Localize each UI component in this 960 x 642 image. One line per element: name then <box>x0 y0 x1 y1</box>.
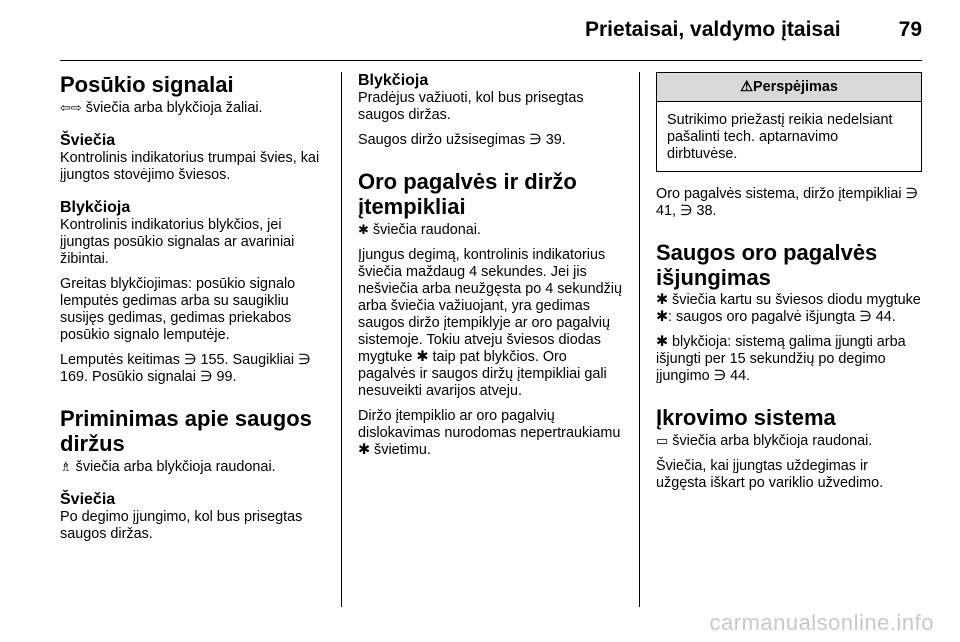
heading-blinks-2: Blykčioja <box>358 72 429 89</box>
battery-icon: ▭ <box>656 433 669 448</box>
column-divider-1 <box>341 72 342 607</box>
column-1 <box>60 72 330 543</box>
blink2-text: Pradėjus važiuoti, kol bus prisegtas saugos diržas. <box>358 90 584 123</box>
charging-text: šviečia arba blykčioja raudonai. <box>668 433 873 449</box>
lit-text: Kontrolinis indikatorius trumpai švies, kai įjungtos stovėjimo šviesos. <box>60 150 320 183</box>
heading-turn-signals: Posūkio signalai <box>60 72 234 97</box>
airbag-paragraph-2: Diržo įtempiklio ar oro pagalvių dislokavimas nurodomas nepertraukiamu ✱ švietimu. <box>358 408 621 458</box>
page-number: 79 <box>898 18 922 41</box>
heading-airbag-deactivation: Saugos oro pagalvės išjungimas <box>656 240 878 290</box>
airbag-paragraph-1: Įjungus degimą, kontrolinis indikatorius šviečia maždaug 4 sekundes. Jei jis nešviečia arba neužgęsta po 4 sekundžių arba šviečia važiuojant, yra gedimas saugos diržo įtempiklyje ar oro pagalvių sistemoje. Tokiu atveju šviesos diodas mygtuke ✱ taip pat blykčios. Oro pagalvės ir saugos diržų įtempikliai gali nesuveikti avarijos atveju. <box>358 247 623 399</box>
page-header <box>585 18 922 50</box>
column-divider-2 <box>639 72 640 607</box>
header-rule <box>60 60 922 61</box>
header-title: Prietaisai, valdymo įtaisai <box>585 18 841 41</box>
deactivation-text-1: ✱ šviečia kartu su šviesos diodu mygtuke ✱: saugos oro pagalvė išjungta ∋ 44. <box>656 292 921 325</box>
turn-signal-icon: ⇦⇨ <box>60 100 82 115</box>
warning-text: Sutrikimo priežastį reikia nedelsiant pašalinti tech. aptarnavimo dirbtuvėse. <box>667 112 893 162</box>
charging-line <box>656 432 922 450</box>
bulb-reference-text: Lemputės keitimas ∋ 155. Saugikliai ∋ 169. Posūkio signalai ∋ 99. <box>60 352 311 385</box>
charging-text-2: Šviečia, kai įjungtas uždegimas ir užgęsta iškart po variklio užvedimo. <box>656 458 884 491</box>
turn-signal-line <box>60 99 330 117</box>
fast-blink-text: Greitas blykčiojimas: posūkio signalo lemputės gedimas arba su saugikliu susijęs gedimas, gedimas priekabos posūkio signalo lemputėje. <box>60 276 296 343</box>
airbag-line <box>358 221 628 239</box>
fasten-reference-text: Saugos diržo užsisegimas ∋ 39. <box>358 132 566 148</box>
airbag-reference-text: Oro pagalvės sistema, diržo įtempikliai ∋ 41, ∋ 38. <box>656 186 919 219</box>
column-3 <box>656 72 922 492</box>
airbag-text: šviečia raudonai. <box>368 222 481 238</box>
heading-blinks: Blykčioja <box>60 199 131 216</box>
lit2-text: Po degimo įjungimo, kol bus prisegtas saugos diržas. <box>60 509 303 542</box>
heading-lit: Šviečia <box>60 132 116 149</box>
heading-airbag-tensioners: Oro pagalvės ir diržo įtempikliai <box>358 169 577 219</box>
heading-lit-2: Šviečia <box>60 491 116 508</box>
column-2 <box>358 72 628 459</box>
watermark: carmanualsonline.info <box>709 610 934 635</box>
blink-text: Kontrolinis indikatorius blykčios, jei įjungtas posūkio signalas ar avariniai žibintai. <box>60 217 295 267</box>
seatbelt-text: šviečia arba blykčioja raudonai. <box>71 459 276 475</box>
heading-seatbelt-reminder: Priminimas apie saugos diržus <box>60 406 312 456</box>
deactivation-text-2: ✱ blykčioja: sistemą galima įjungti arba išjungti per 15 sekundžių po degimo įjungimo ∋ 44. <box>656 334 906 384</box>
turn-signal-text: šviečia arba blykčioja žaliai. <box>81 100 263 116</box>
warning-title: ⚠Perspėjimas <box>657 73 921 102</box>
warning-box <box>656 72 922 172</box>
seatbelt-line <box>60 458 330 476</box>
heading-charging-system: Įkrovimo sistema <box>656 405 836 430</box>
seatbelt-icon: ♗ <box>60 459 72 474</box>
airbag-icon: ✱ <box>358 222 369 237</box>
